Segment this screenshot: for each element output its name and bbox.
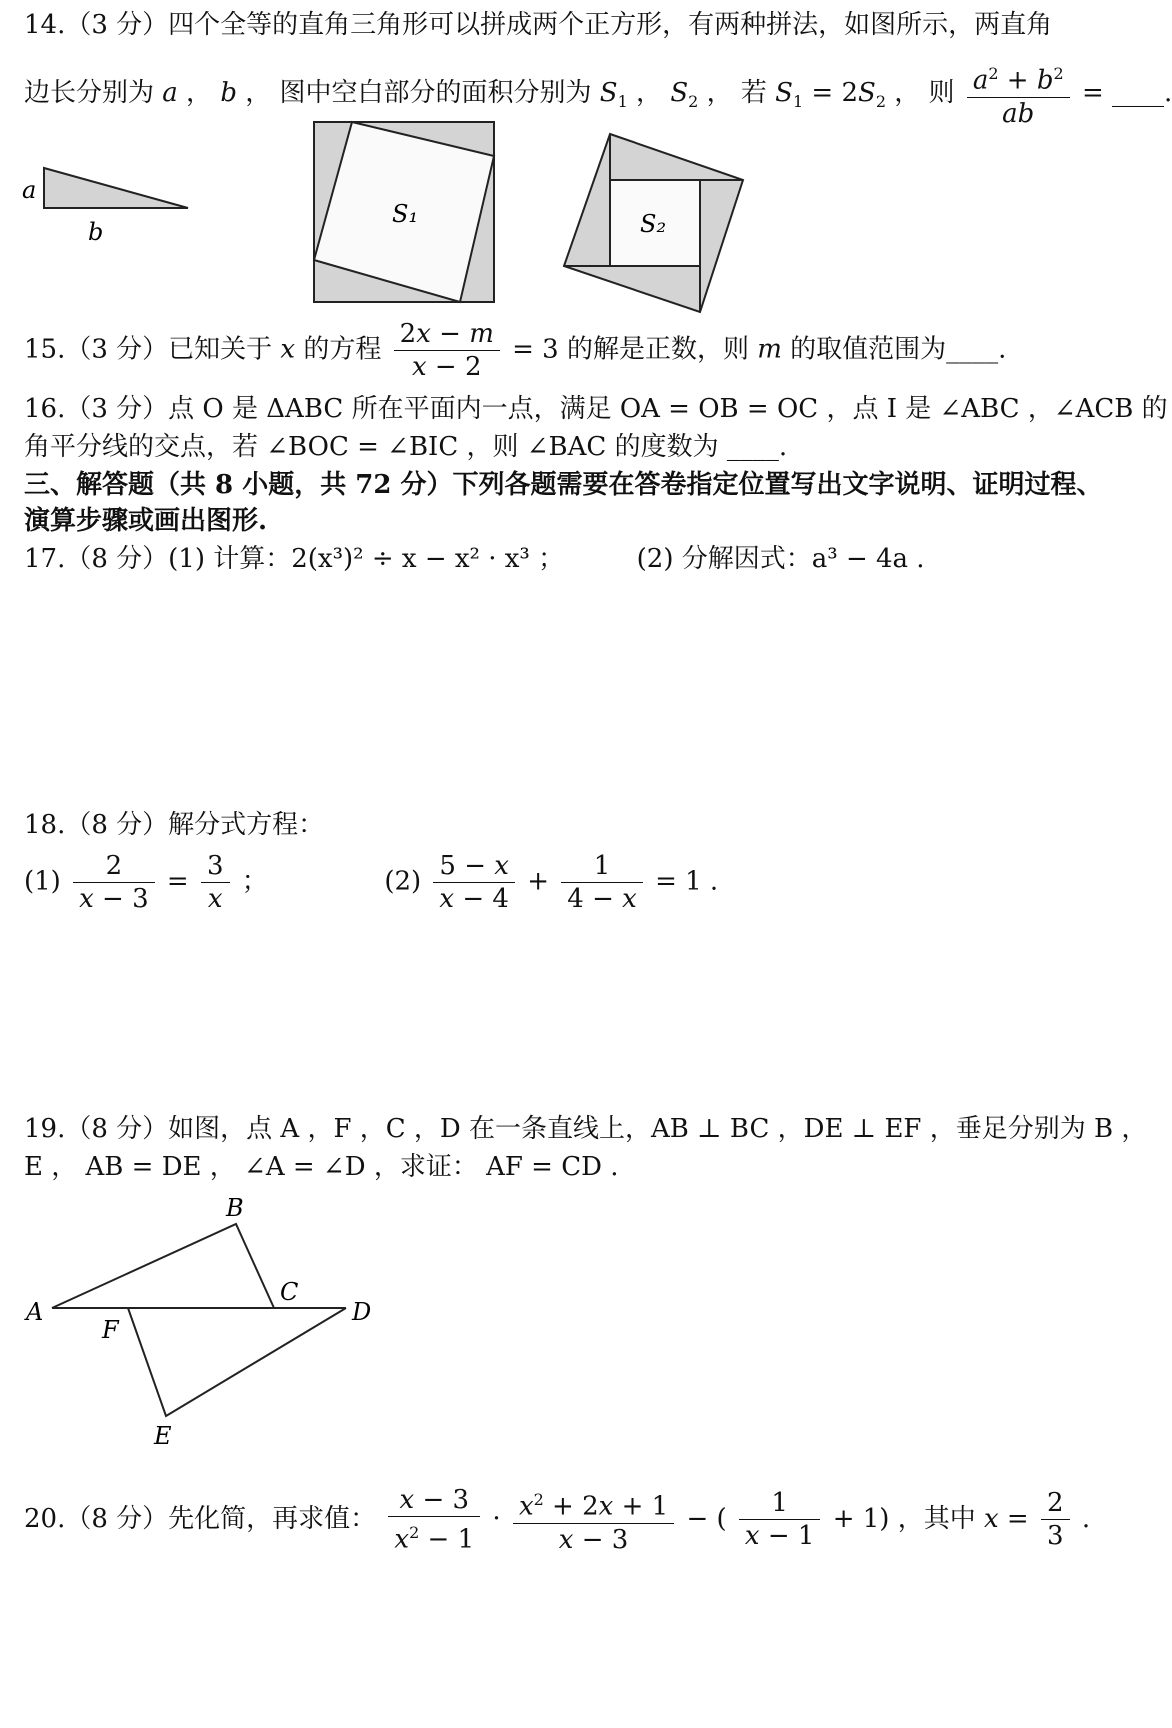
- point-c: C: [280, 1278, 299, 1306]
- point-d: D: [352, 1298, 372, 1326]
- point-e: E: [154, 1422, 172, 1450]
- q15: 15.（3 分）已知关于 x 的方程 $\frac{2x - m}{x - 2}$ = 3 的解是正数，则 m 的取值范围为____.: [24, 319, 1007, 382]
- q16-line1: 16.（3 分）点 O 是 ΔABC 所在平面内一点，满足 OA = OB = OC ，点 I 是 ∠ABC ，∠ACB 的: [24, 394, 1168, 424]
- q18-title: 18.（8 分）解分式方程：: [24, 810, 325, 840]
- q16-line2: 角平分线的交点，若 ∠BOC = ∠BIC ，则 ∠BAC 的度数为 ____.: [24, 432, 788, 462]
- q18-equations: (1) $\frac{2}{x - 3}$ = $\frac{3}{x}$ ； (2) $\frac{5 - x}{x - 4}$ + $\frac{1}{4 - x}$ = 1 .: [24, 851, 719, 914]
- label-s1: S₁: [392, 200, 419, 228]
- q20: 20.（8 分）先化简，再求值： $\frac{x - 3}{x^2 - 1}$ · $\frac{x^2 + 2x + 1}{x - 3}$ − ( $\frac{1}{x - 1}$ + 1) ，其中 x = $\frac{2}{3}$ .: [24, 1485, 1091, 1555]
- label-s2: S₂: [640, 210, 667, 238]
- q19-figure: [0, 1186, 420, 1450]
- section3-line1: 三、解答题（共 8 小题，共 72 分）下列各题需要在答卷指定位置写出文字说明、证明过程、: [24, 470, 1103, 500]
- label-b: b: [88, 218, 104, 246]
- q15-fraction: $\frac{2x - m}{x - 2}$: [394, 318, 500, 383]
- q14-line2: 边长分别为 a ， b ， 图中空白部分的面积分别为 $S_1$ ， $S_2$ ， 若 $S_1 = 2S_2$ ， 则 $\frac{a^2 + b^2}{ab}$ = ____.: [24, 58, 1172, 130]
- q14-figure: [0, 110, 1138, 310]
- point-f: F: [102, 1316, 119, 1344]
- q19-line1: 19.（8 分）如图，点 A ，F ，C ，D 在一条直线上，AB ⊥ BC ，DE ⊥ EF ，垂足分别为 B ，: [24, 1114, 1148, 1144]
- point-b: B: [226, 1194, 244, 1222]
- q14-line1: 14.（3 分）四个全等的直角三角形可以拼成两个正方形，有两种拼法，如图所示，两直角: [24, 10, 1053, 40]
- label-a: a: [22, 176, 37, 204]
- q19-line2: E ， AB = DE ， ∠A = ∠D ，求证： AF = CD .: [24, 1152, 619, 1182]
- section3-line2: 演算步骤或画出图形.: [24, 506, 268, 536]
- q17: 17.（8 分）(1) 计算：2(x³)² ÷ x − x² · x³ ； (2) 分解因式：a³ − 4a .: [24, 544, 925, 574]
- point-a: A: [26, 1298, 44, 1326]
- q14-fraction: $\frac{a^2 + b^2}{ab}$: [967, 58, 1070, 130]
- right-triangle: [44, 168, 188, 208]
